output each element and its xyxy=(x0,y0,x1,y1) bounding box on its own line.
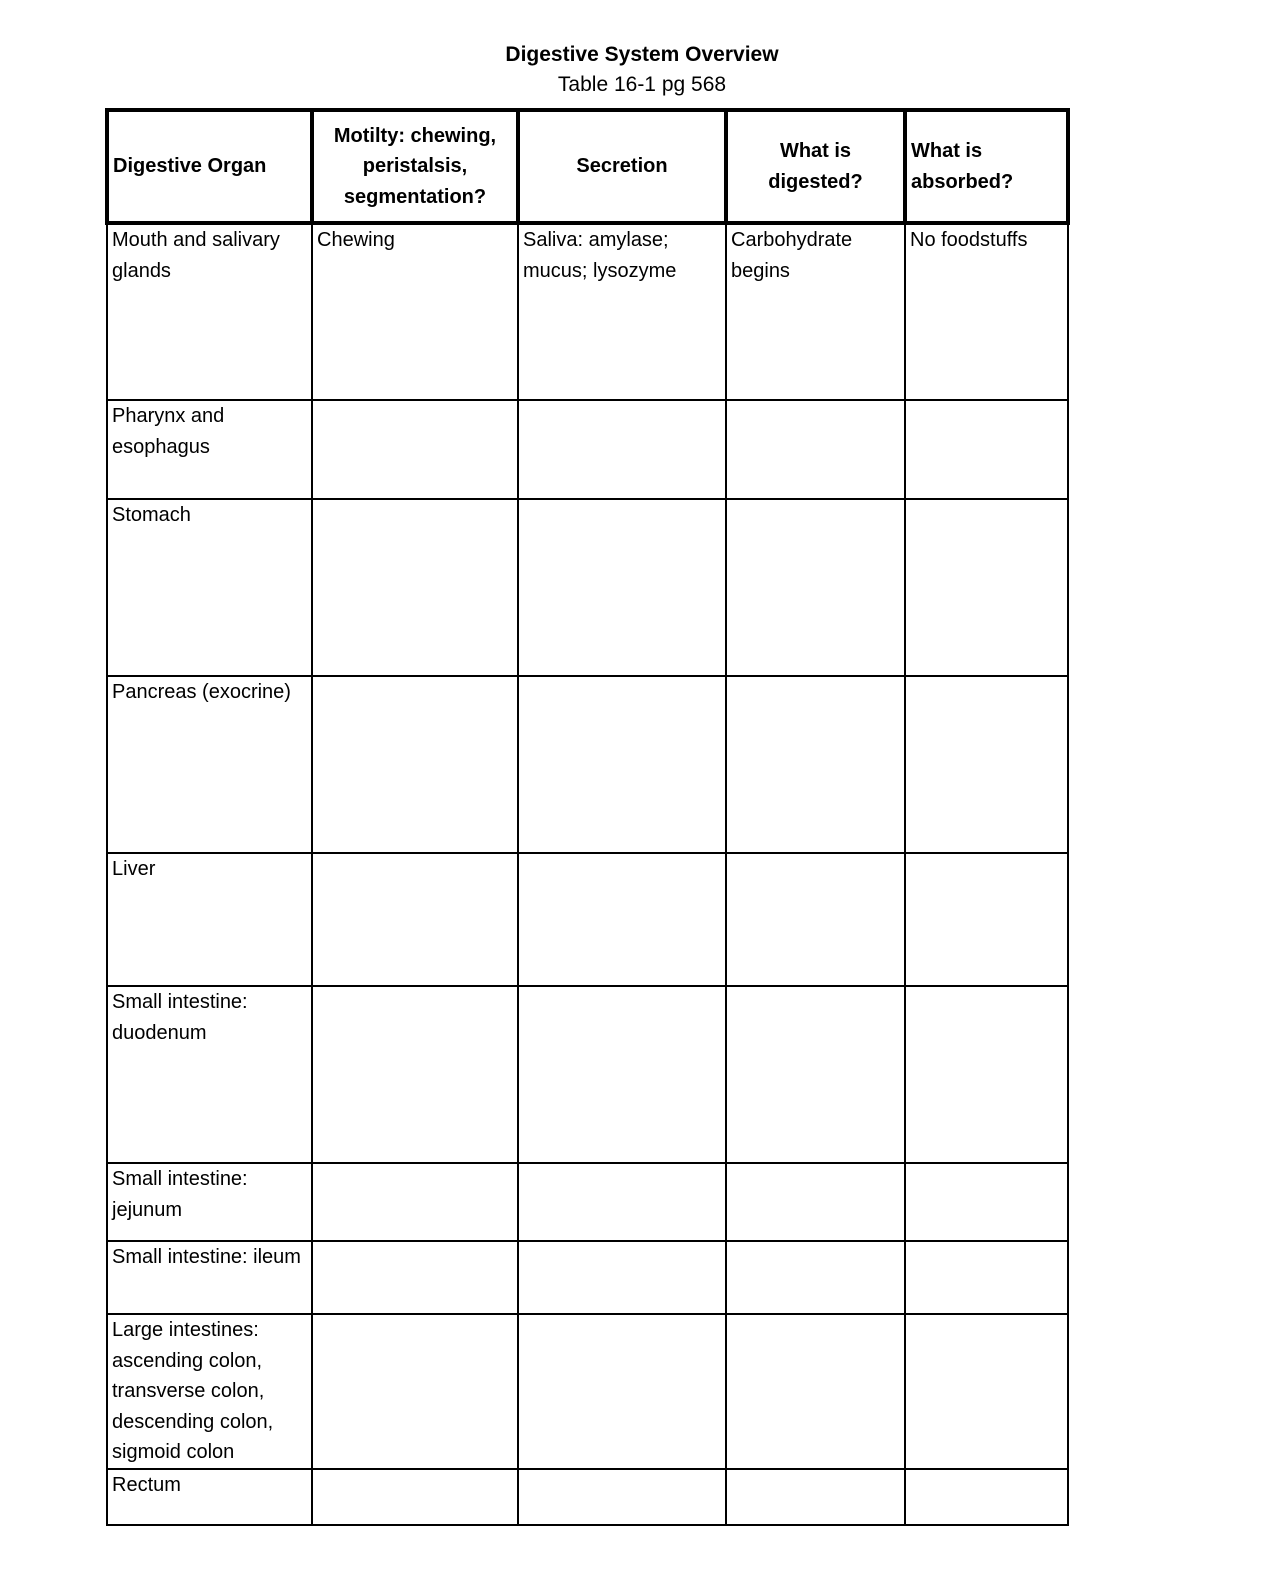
cell-motility xyxy=(312,676,518,853)
cell-absorbed xyxy=(905,1163,1068,1241)
cell-digested xyxy=(726,1163,905,1241)
cell-absorbed xyxy=(905,400,1068,499)
cell-absorbed xyxy=(905,1241,1068,1314)
cell-organ: Stomach xyxy=(107,499,312,676)
cell-absorbed xyxy=(905,986,1068,1163)
cell-digested xyxy=(726,986,905,1163)
cell-organ: Pharynx and esophagus xyxy=(107,400,312,499)
cell-secretion xyxy=(518,986,726,1163)
cell-digested xyxy=(726,1314,905,1469)
cell-absorbed xyxy=(905,853,1068,986)
cell-organ: Small intestine: jejunum xyxy=(107,1163,312,1241)
document-title: Digestive System Overview xyxy=(505,43,779,66)
document-subtitle: Table 16-1 pg 568 xyxy=(557,73,727,96)
cell-secretion xyxy=(518,676,726,853)
cell-secretion: Saliva: amylase; mucus; lysozyme xyxy=(518,223,726,400)
cell-absorbed xyxy=(905,499,1068,676)
cell-motility xyxy=(312,1469,518,1525)
cell-secretion xyxy=(518,400,726,499)
cell-absorbed xyxy=(905,1469,1068,1525)
cell-digested xyxy=(726,400,905,499)
cell-motility xyxy=(312,400,518,499)
table-row xyxy=(107,986,1068,1163)
column-header-motility: Motilty: chewing, peristalsis, segmentation? xyxy=(312,110,518,223)
cell-secretion xyxy=(518,1241,726,1314)
cell-motility xyxy=(312,1163,518,1241)
cell-digested: Carbohydrate begins xyxy=(726,223,905,400)
table-row xyxy=(107,499,1068,676)
cell-organ: Mouth and salivary glands xyxy=(107,223,312,400)
column-header-digested: What is digested? xyxy=(726,110,905,223)
cell-motility: Chewing xyxy=(312,223,518,400)
column-header-absorbed: What is absorbed? xyxy=(905,110,1068,223)
cell-organ: Pancreas (exocrine) xyxy=(107,676,312,853)
cell-digested xyxy=(726,499,905,676)
cell-secretion xyxy=(518,1163,726,1241)
cell-organ: Small intestine: duodenum xyxy=(107,986,312,1163)
cell-motility xyxy=(312,853,518,986)
cell-organ: Large intestines: ascending colon, transverse colon, descending colon, sigmoid colon xyxy=(107,1314,312,1469)
column-header-secretion: Secretion xyxy=(518,110,726,223)
digestive-table xyxy=(105,108,1070,1526)
table-row xyxy=(107,400,1068,499)
table-row xyxy=(107,223,1068,400)
table-row xyxy=(107,1241,1068,1314)
table-row xyxy=(107,1469,1068,1525)
cell-secretion xyxy=(518,1469,726,1525)
cell-organ: Small intestine: ileum xyxy=(107,1241,312,1314)
cell-absorbed: No foodstuffs xyxy=(905,223,1068,400)
cell-digested xyxy=(726,1469,905,1525)
cell-organ: Rectum xyxy=(107,1469,312,1525)
cell-motility xyxy=(312,499,518,676)
cell-motility xyxy=(312,986,518,1163)
header-row xyxy=(107,110,1068,223)
cell-motility xyxy=(312,1241,518,1314)
cell-absorbed xyxy=(905,1314,1068,1469)
cell-secretion xyxy=(518,499,726,676)
cell-digested xyxy=(726,676,905,853)
table-row xyxy=(107,676,1068,853)
cell-organ: Liver xyxy=(107,853,312,986)
cell-absorbed xyxy=(905,676,1068,853)
table-row xyxy=(107,1163,1068,1241)
cell-digested xyxy=(726,853,905,986)
table-row xyxy=(107,1314,1068,1469)
table-body xyxy=(107,223,1068,1525)
cell-secretion xyxy=(518,853,726,986)
cell-secretion xyxy=(518,1314,726,1469)
table-header xyxy=(107,110,1068,223)
table-row xyxy=(107,853,1068,986)
column-header-organ: Digestive Organ xyxy=(107,110,312,223)
cell-motility xyxy=(312,1314,518,1469)
cell-digested xyxy=(726,1241,905,1314)
